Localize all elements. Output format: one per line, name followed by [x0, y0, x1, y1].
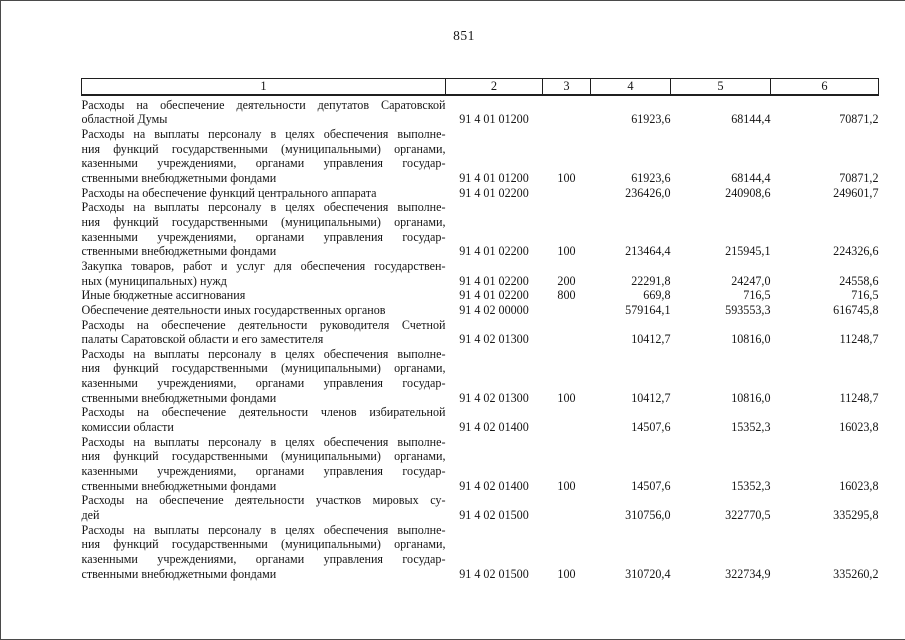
- row-code: 91 4 01 02200: [459, 288, 529, 303]
- row-expense-type: [543, 186, 591, 201]
- description-line: ния функций государственными (муниципальными) органами,: [81, 361, 446, 376]
- row-amount-col5: 322734,9: [725, 566, 771, 581]
- row-amount-col4: 669,8: [643, 288, 671, 303]
- row-amount-col4: 236426,0: [625, 185, 671, 200]
- row-amount-col4: 579164,1: [625, 302, 671, 317]
- table-row: [82, 200, 879, 259]
- description-line: Расходы на выплаты персоналу в целях обеспечения выполне-: [81, 126, 446, 141]
- row-amount-col4: 10412,7: [631, 390, 671, 405]
- description-line: казенными учреждениями, органами управления государ-: [81, 464, 446, 479]
- description-line: казенными учреждениями, органами управления государ-: [81, 552, 446, 566]
- description-line: Расходы на обеспечение деятельности участков мировых су-: [81, 493, 446, 508]
- row-amount-col6: 249601,7: [833, 185, 879, 200]
- row-amount-col5: 10816,0: [731, 390, 771, 405]
- table-row: [82, 493, 879, 522]
- row-amount-col4: 10412,7: [631, 332, 671, 347]
- row-description: [82, 303, 446, 318]
- row-expense-type: 100: [557, 566, 576, 581]
- table-row: [82, 318, 879, 347]
- description-line: Расходы на обеспечение деятельности руководителя Счетной: [81, 317, 446, 332]
- row-code: 91 4 01 02200: [459, 273, 529, 288]
- description-line: Обеспечение деятельности иных государственных органов: [81, 302, 386, 317]
- table-row: [82, 186, 879, 201]
- description-line: Расходы на обеспечение функций центрального аппарата: [81, 185, 377, 200]
- row-expense-type: 100: [557, 170, 576, 185]
- row-description: [82, 259, 446, 288]
- row-amount-col6: 70871,2: [839, 170, 879, 185]
- table-header-row: [82, 79, 879, 95]
- row-code: 91 4 02 00000: [459, 302, 529, 317]
- description-line: Расходы на выплаты персоналу в целях обеспечения выполне-: [81, 200, 446, 215]
- description-line: областной Думы: [81, 112, 168, 127]
- row-description: [82, 318, 446, 347]
- row-expense-type: 100: [557, 478, 576, 493]
- row-amount-col5: 15352,3: [731, 478, 771, 493]
- row-expense-type: 800: [557, 288, 576, 303]
- budget-table-body: [82, 95, 879, 582]
- description-line: Иные бюджетные ассигнования: [81, 288, 246, 303]
- description-line: ния функций государственными (муниципальными) органами,: [81, 537, 446, 552]
- description-line: Расходы на выплаты персоналу в целях обеспечения выполне-: [81, 346, 446, 361]
- row-amount-col5: 24247,0: [731, 273, 771, 288]
- row-amount-col5: 593553,3: [725, 302, 771, 317]
- row-code: 91 4 02 01400: [459, 420, 529, 435]
- row-amount-col6: 24558,6: [839, 273, 879, 288]
- description-line: Расходы на обеспечение деятельности депутатов Саратовской: [81, 97, 446, 112]
- row-amount-col5: 322770,5: [725, 508, 771, 523]
- row-description: [82, 186, 446, 201]
- row-code: 91 4 01 01200: [459, 170, 529, 185]
- row-expense-type: [543, 493, 591, 522]
- row-expense-type: 100: [557, 390, 576, 405]
- row-amount-col4: 14507,6: [631, 420, 671, 435]
- row-amount-col5: 10816,0: [731, 332, 771, 347]
- description-line: казенными учреждениями, органами управления государ-: [81, 376, 446, 391]
- row-code: 91 4 02 01400: [459, 478, 529, 493]
- row-expense-type: [543, 405, 591, 434]
- row-amount-col6: 11248,7: [839, 332, 879, 347]
- row-amount-col5: 68144,4: [731, 112, 771, 127]
- description-line: Расходы на выплаты персоналу в целях обеспечения выполне-: [81, 522, 446, 537]
- table-row: [82, 435, 879, 494]
- row-amount-col5: 716,5: [743, 288, 771, 303]
- description-line: ственными внебюджетными фондами: [81, 390, 277, 405]
- row-code: 91 4 02 01300: [459, 332, 529, 347]
- row-amount-col6: 224326,6: [833, 244, 879, 259]
- row-code: 91 4 01 02200: [459, 185, 529, 200]
- page-number: 851: [453, 28, 475, 43]
- row-code: 91 4 02 01300: [459, 390, 529, 405]
- description-line: палаты Саратовской области и его заместителя: [81, 332, 324, 347]
- row-amount-col4: 310756,0: [625, 508, 671, 523]
- row-description: [82, 523, 446, 582]
- row-expense-type: 200: [557, 273, 576, 288]
- table-row: [82, 95, 879, 127]
- row-description: [82, 288, 446, 303]
- row-amount-col4: 61923,6: [631, 112, 671, 127]
- budget-table-container: [81, 78, 878, 581]
- description-line: комиссии области: [81, 420, 174, 435]
- column-header-6: 6: [771, 79, 879, 95]
- row-description: [82, 493, 446, 522]
- row-expense-type: [543, 95, 591, 127]
- row-amount-col5: 15352,3: [731, 420, 771, 435]
- column-header-3: 3: [543, 79, 591, 95]
- description-line: казенными учреждениями, органами управления государ-: [81, 156, 446, 171]
- row-amount-col4: 213464,4: [625, 244, 671, 259]
- row-amount-col6: 11248,7: [839, 390, 879, 405]
- row-description: [82, 405, 446, 434]
- row-expense-type: [543, 318, 591, 347]
- description-line: Расходы на выплаты персоналу в целях обеспечения выполне-: [81, 434, 446, 449]
- row-expense-type: [543, 303, 591, 318]
- table-row: [82, 288, 879, 303]
- budget-table: [81, 78, 879, 581]
- row-amount-col4: 61923,6: [631, 170, 671, 185]
- column-header-2: 2: [446, 79, 543, 95]
- row-amount-col4: 310720,4: [625, 566, 671, 581]
- row-amount-col6: 616745,8: [833, 302, 879, 317]
- description-line: Закупка товаров, работ и услуг для обеспечения государствен-: [81, 258, 446, 273]
- description-line: ственными внебюджетными фондами: [81, 170, 277, 185]
- table-row: [82, 347, 879, 406]
- row-description: [82, 347, 446, 406]
- description-line: ния функций государственными (муниципальными) органами,: [81, 141, 446, 156]
- row-amount-col4: 14507,6: [631, 478, 671, 493]
- row-description: [82, 435, 446, 494]
- row-amount-col6: 16023,8: [839, 420, 879, 435]
- column-header-5: 5: [671, 79, 771, 95]
- row-description: [82, 127, 446, 186]
- row-amount-col5: 68144,4: [731, 170, 771, 185]
- column-header-1: 1: [82, 79, 446, 95]
- row-code: 91 4 02 01500: [459, 566, 529, 581]
- description-line: ния функций государственными (муниципальными) органами,: [81, 449, 446, 464]
- description-line: ния функций государственными (муниципальными) органами,: [81, 214, 446, 229]
- row-code: 91 4 01 02200: [459, 244, 529, 259]
- table-row: [82, 127, 879, 186]
- row-amount-col6: 335260,2: [833, 566, 879, 581]
- table-row: [82, 303, 879, 318]
- description-line: ственными внебюджетными фондами: [81, 244, 277, 259]
- row-description: [82, 200, 446, 259]
- row-code: 91 4 02 01500: [459, 508, 529, 523]
- row-amount-col5: 215945,1: [725, 244, 771, 259]
- description-line: ственными внебюджетными фондами: [81, 478, 277, 493]
- description-line: казенными учреждениями, органами управления государ-: [81, 229, 446, 244]
- description-line: дей: [81, 508, 100, 523]
- row-expense-type: 100: [557, 244, 576, 259]
- description-line: ственными внебюджетными фондами: [81, 566, 277, 581]
- row-description: [82, 95, 446, 127]
- table-row: [82, 405, 879, 434]
- row-code: 91 4 01 01200: [459, 112, 529, 127]
- column-header-4: 4: [591, 79, 671, 95]
- table-row: [82, 259, 879, 288]
- row-amount-col4: 22291,8: [631, 273, 671, 288]
- row-amount-col6: 716,5: [851, 288, 879, 303]
- description-line: Расходы на обеспечение деятельности членов избирательной: [81, 405, 446, 420]
- row-amount-col5: 240908,6: [725, 185, 771, 200]
- row-amount-col6: 70871,2: [839, 112, 879, 127]
- description-line: ных (муниципальных) нужд: [81, 273, 227, 288]
- table-row: [82, 523, 879, 582]
- row-amount-col6: 16023,8: [839, 478, 879, 493]
- row-amount-col6: 335295,8: [833, 508, 879, 523]
